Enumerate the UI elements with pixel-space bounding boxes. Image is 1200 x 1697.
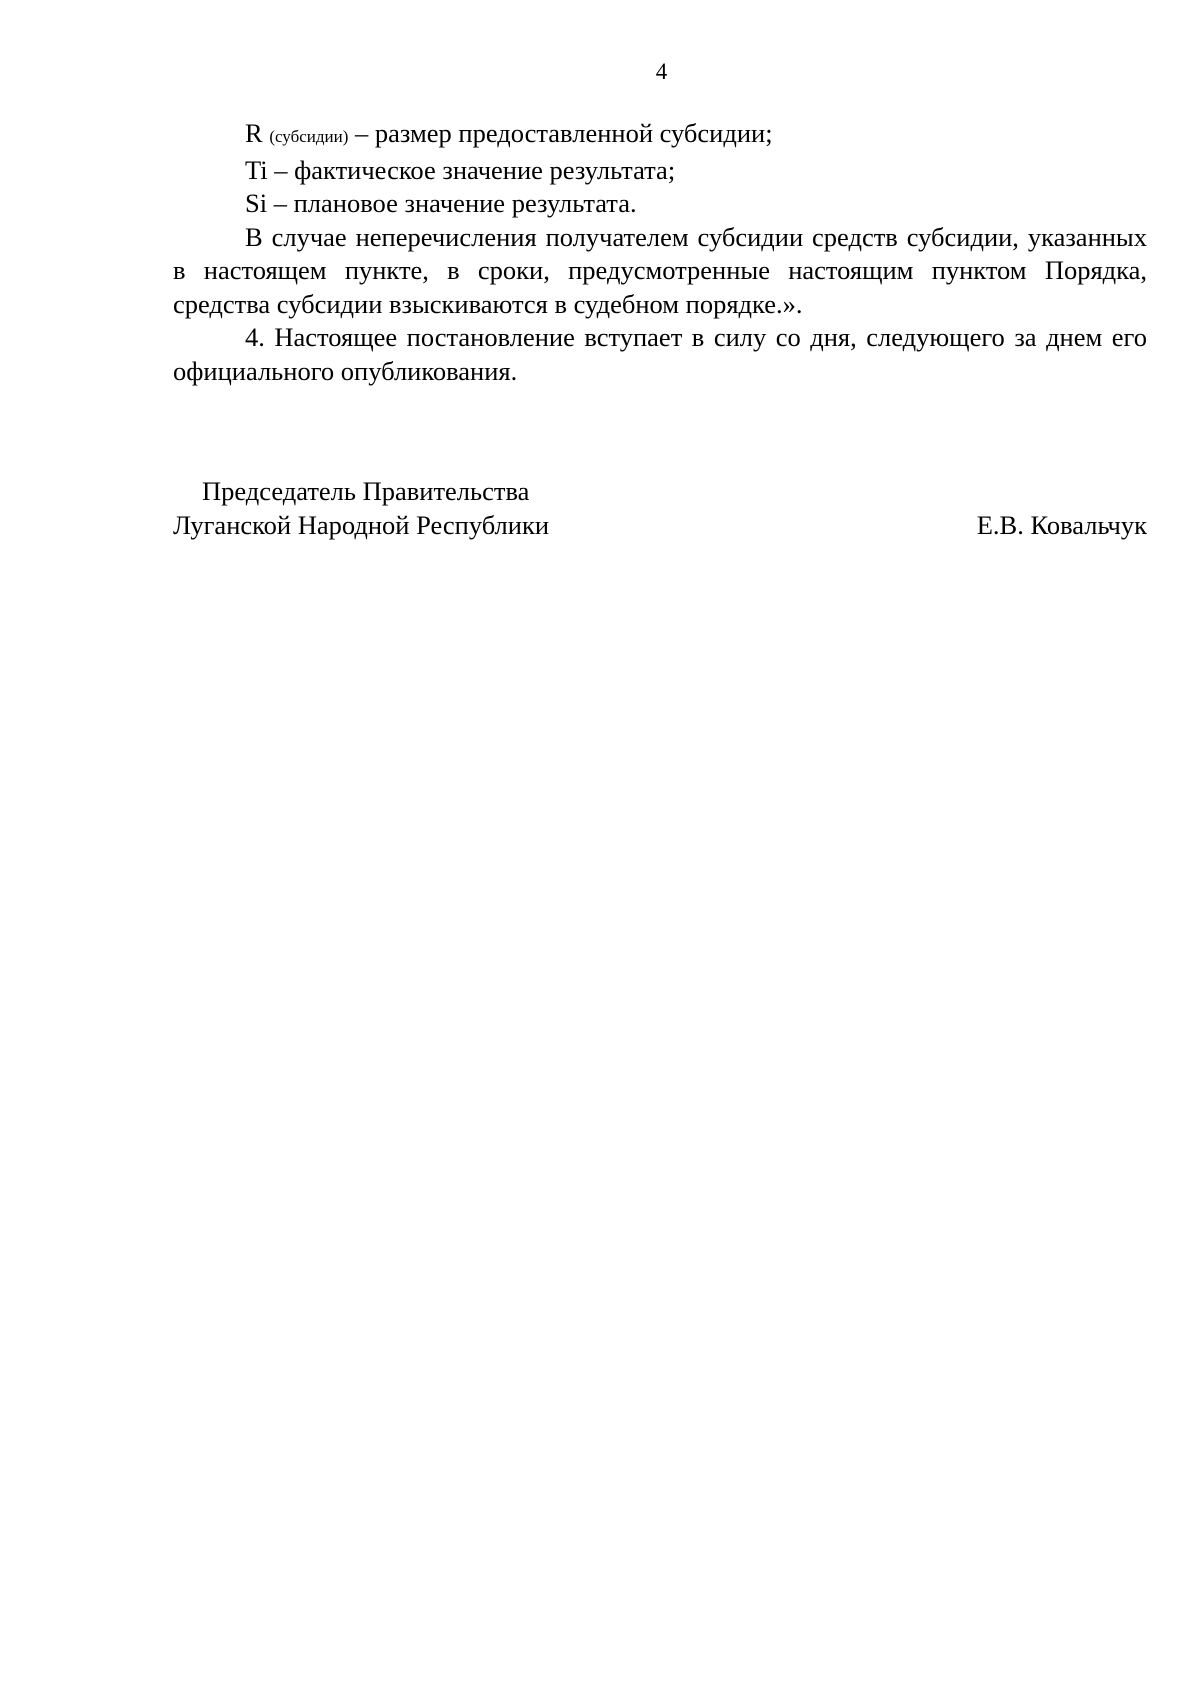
definition-si-dash: – <box>273 188 287 218</box>
definition-ti-dash: – <box>274 154 288 185</box>
signature-title-line1: Председатель Правительства <box>202 476 530 506</box>
definition-r-subscript: (субсидии) <box>269 127 349 146</box>
document-body <box>173 117 1147 388</box>
paragraph-penalty: В случае неперечисления получателем субсидии средств субсидии, указанных в настоящем пункте, в сроки, предусмотренные настоящим пунктом Порядка, средства субсидии взыскиваются в судебном порядке.». <box>173 221 1147 319</box>
definition-si-text: плановое значение результата. <box>293 188 637 218</box>
paragraph-effective-date: 4. Настоящее постановление вступает в силу со дня, следующего за днем его официального опубликования. <box>173 322 1147 386</box>
definition-ti <box>173 154 1147 188</box>
definition-si <box>173 187 1147 221</box>
definition-r-symbol: R <box>245 118 263 148</box>
definition-r-dash: – <box>355 118 369 148</box>
definition-ti-text: фактическое значение результата; <box>294 154 676 185</box>
definition-r <box>173 117 1147 154</box>
page-number: 4 <box>655 59 668 84</box>
definition-r-text: размер предоставленной субсидии; <box>374 118 773 148</box>
signature-block <box>173 475 1147 542</box>
signatory-name: Е.В. Ковальчук <box>976 509 1147 540</box>
signature-title-line2: Луганской Народной Республики <box>173 509 550 540</box>
signature-row <box>173 509 1147 543</box>
definition-ti-symbol: Ti <box>245 154 268 185</box>
definition-si-symbol: Si <box>245 188 268 218</box>
